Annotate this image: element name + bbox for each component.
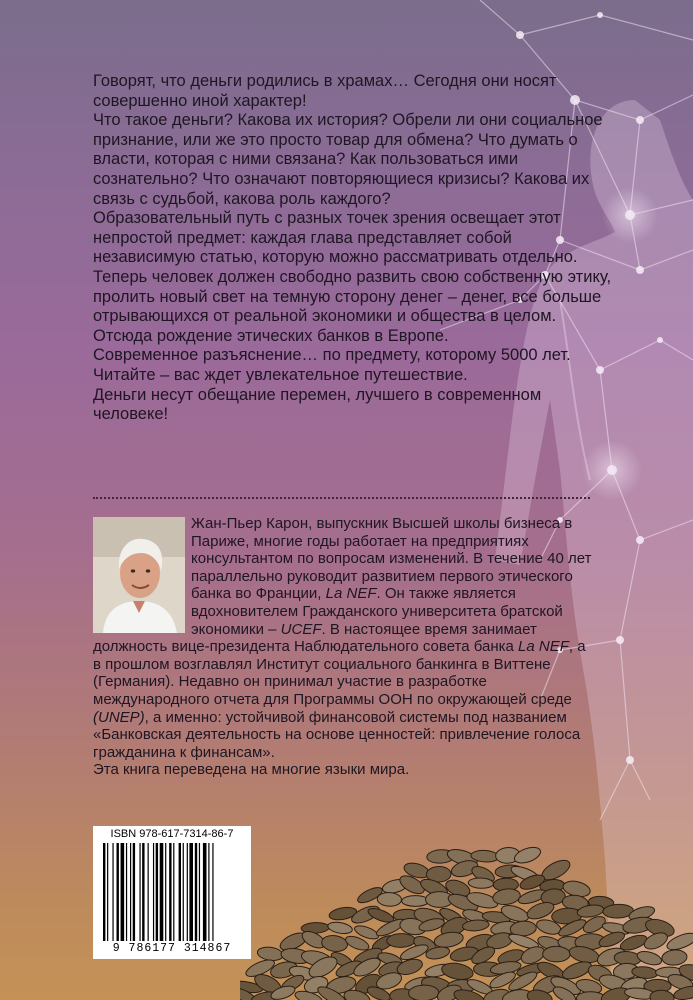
- coin: [321, 934, 349, 953]
- coin: [327, 920, 353, 935]
- isbn-digits: 9 786177 314867: [112, 942, 232, 955]
- blurb-paragraph: Говорят, что деньги родились в храмах… Сегодня они носят совершенно иной характер!: [93, 72, 557, 110]
- coin-pile: [240, 835, 693, 1000]
- dotted-divider: [93, 497, 590, 499]
- translations-note: Эта книга переведена на многие языки мира.: [93, 761, 410, 779]
- coin: [661, 949, 687, 966]
- barcode-bars: [101, 843, 243, 941]
- org-name: UCEF: [280, 620, 322, 638]
- isbn-barcode: [93, 826, 251, 959]
- blurb-paragraph: Современное разъяснение… по предмету, которому 5000 лет. Читайте – вас ждет увлекательное путешествие.: [93, 346, 571, 384]
- isbn-label: ISBN 978-617-7314-86-7: [110, 828, 234, 840]
- coin: [636, 949, 663, 967]
- coin: [387, 933, 416, 947]
- blurb-paragraph: Образовательный путь с разных точек зрения освещает этот непростой предмет: каждая глава представляет собой независимую статью, которую можно рассматривать отдельно.: [93, 209, 578, 267]
- org-name: La NEF: [325, 585, 377, 603]
- blurb-paragraph: Теперь человек должен свободно развить свою собственную этику, пролить новый свет на темную сторону денег – денег, все больше отрывающихся от реальной экономики и общества в целом. Отсюда рождение этических банков в Европе.: [93, 267, 612, 345]
- author-bio: [93, 515, 593, 779]
- coin: [512, 844, 542, 866]
- coin: [492, 887, 521, 906]
- bio-paragraph: Жан-Пьер Карон, выпускник Высшей школы бизнеса в Париже, многие годы работает на предприятиях консультантом по вопросам изменений. В течение 40 лет параллельно руководит развитием первого этического банка во Франции, La NEF. Он также является вдохновителем Гражданского университета братской экономики – UCEF. В настоящее время занимает должность вице-президента Наблюдательного совета банка La NEF, а в прошлом возглавлял Институт социального банкинга в Виттене (Германия). Недавно он принимал участие в разработке международного отчета для Программы ООН по окружающей среде (UNEP), а именно: устойчивой финансовой системы под названием «Банковская деятельность на основе ценностей: привлечение голоса гражданина к финансам».: [93, 515, 592, 761]
- blurb-paragraph: Деньги несут обещание перемен, лучшего в современном человеке!: [93, 385, 542, 424]
- org-name: La NEF: [518, 638, 569, 656]
- coin: [543, 946, 571, 962]
- coin: [433, 930, 464, 949]
- coin: [402, 896, 429, 907]
- blurb: [93, 72, 613, 425]
- blurb-paragraph: Что такое деньги? Какова их история? Обрели ли они социальное признание, или же это просто товар для обмена? Что думать о власти, которая с ними связана? Как пользоваться ими сознательно? Что означают повторяющиеся кризисы? Какова их связь с судьбой, какова роль каждого?: [93, 111, 603, 208]
- coin: [377, 892, 402, 907]
- coin: [408, 985, 439, 1000]
- org-name: (UNEP): [93, 708, 145, 726]
